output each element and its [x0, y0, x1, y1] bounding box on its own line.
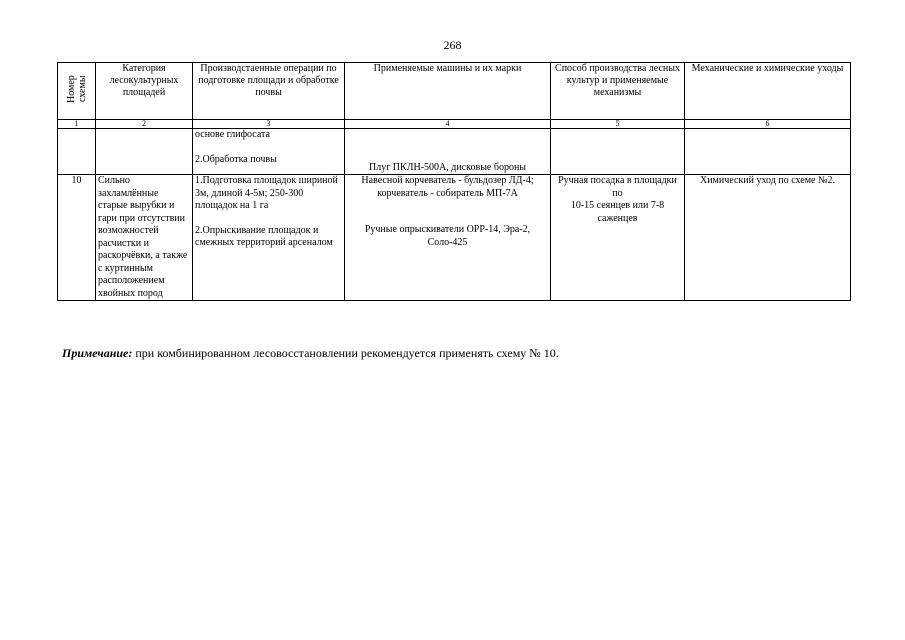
method-cell: Ручная посадка в площадки по 10-15 сеянцев или 7-8 саженцев	[551, 175, 685, 301]
header-row	[58, 63, 851, 120]
column-number: 6	[685, 120, 851, 129]
table-row-continued	[58, 129, 851, 175]
scheme-number-cell: 10	[58, 175, 96, 301]
column-number: 3	[193, 120, 345, 129]
operation-text: 1.Подготовка площадок шириной 3м, длиной 4-5м; 250-300 площадок на 1 га	[195, 175, 338, 211]
machine-text: Навесной корчеватель - бульдозер ЛД-4; корчеватель - собиратель МП-7А	[361, 175, 534, 199]
header-category: Категория лесокультурных площадей	[96, 63, 193, 120]
operations-cell	[193, 175, 345, 301]
footnote	[62, 346, 559, 361]
header-machines: Применяемые машины и их марки	[345, 63, 551, 120]
table-row-10	[58, 175, 851, 301]
header-method: Способ производства лесных культур и применяемые механизмы	[551, 63, 685, 120]
scheme-table	[57, 62, 851, 301]
column-number: 2	[96, 120, 193, 129]
header-operations: Производстаенные операции по подготовке площади и обработке почвы	[193, 63, 345, 120]
footnote-text: при комбинированном лесовосстановлении рекомендуется применять схему № 10.	[132, 346, 559, 360]
machine-text: Плуг ПКЛН-500А, дисковые бороны	[368, 161, 527, 173]
operation-text: 2.Опрыскивание площадок и смежных территорий арсеналом	[195, 224, 333, 248]
column-number: 1	[58, 120, 96, 129]
column-number-row	[58, 120, 851, 129]
header-scheme-number: Номер схемы	[58, 63, 96, 120]
category-cell: Сильно захламлённые старые вырубки и гари при отсутствии возможностей расчистки и раскорчёвки, а также с куртинным расположением хвойных пород	[96, 175, 193, 301]
footnote-label: Примечание:	[62, 346, 133, 360]
operation-text: основе глифосата	[195, 129, 270, 140]
page-number: 268	[443, 38, 462, 52]
care-cell: Химический уход по схеме №2.	[685, 175, 851, 301]
machine-text: Ручные опрыскиватели ОРР-14, Эра-2, Соло-425	[364, 224, 531, 248]
machines-cell	[345, 175, 551, 301]
operation-text: 2.Обработка почвы	[195, 153, 277, 165]
column-number: 5	[551, 120, 685, 129]
header-care: Механические и химические уходы	[685, 63, 851, 120]
column-number: 4	[345, 120, 551, 129]
